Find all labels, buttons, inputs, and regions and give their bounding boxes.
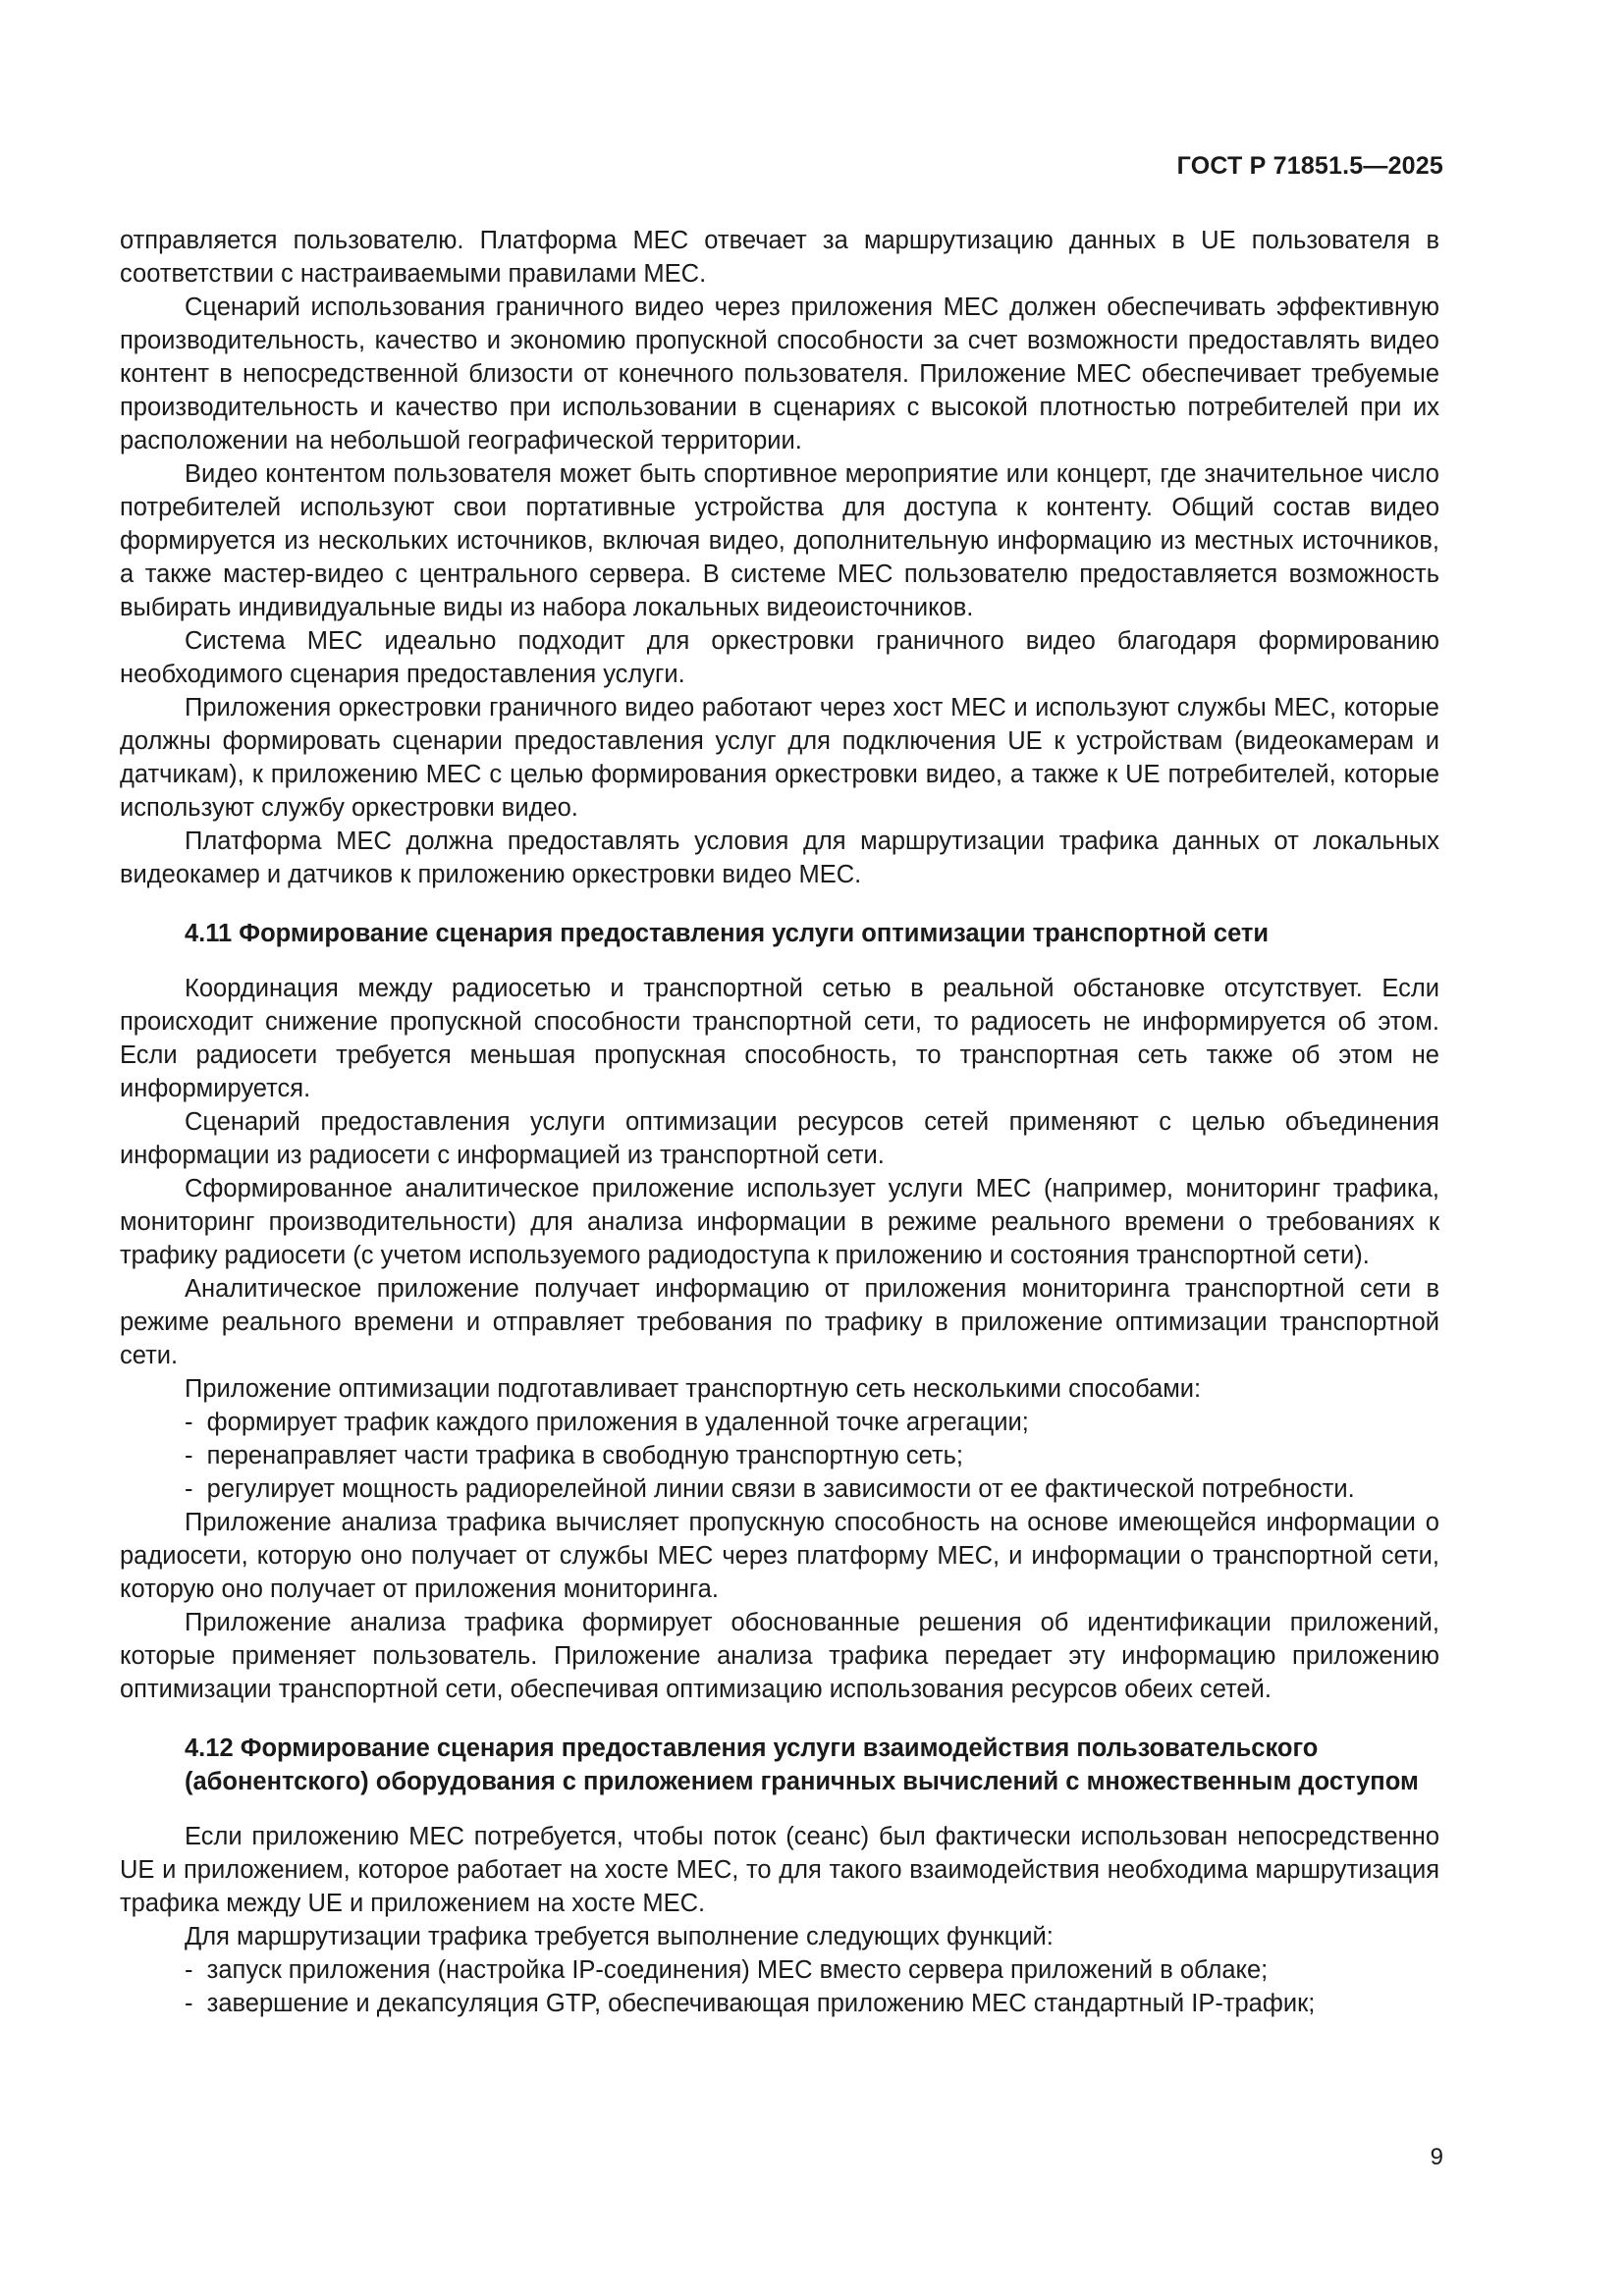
- list-item: - регулирует мощность радиорелейной линии связи в зависимости от ее фактической потребности.: [120, 1472, 1439, 1506]
- paragraph: Сформированное аналитическое приложение использует услуги MEC (например, мониторинг трафика, мониторинг производительности) для анализа информации в режиме реального времени о требованиях к трафику радиосети (с учетом используемого радиодоступа к приложению и состояния транспортной сети).: [120, 1175, 1439, 1269]
- paragraph: Для маршрутизации трафика требуется выполнение следующих функций:: [185, 1923, 1054, 1950]
- list-item: - запуск приложения (настройка IP-соединения) MEC вместо сервера приложений в облаке;: [120, 1953, 1439, 1987]
- list-item: - завершение и декапсуляция GTP, обеспечивающая приложению MEC стандартный IP-трафик;: [120, 1987, 1439, 2020]
- paragraph: Система MEC идеально подходит для оркестровки граничного видео благодаря формированию необходимого сценария предоставления услуги.: [120, 627, 1439, 688]
- section-heading: 4.12 Формирование сценария предоставления услуги взаимодействия пользовательского (абонентского) оборудования с приложением граничных вычислений с множественным доступом: [185, 1735, 1419, 1795]
- paragraph: Сценарий предоставления услуги оптимизации ресурсов сетей применяют с целью объединения информации из радиосети с информацией из транспортной сети.: [120, 1108, 1439, 1169]
- paragraph: Видео контентом пользователя может быть спортивное мероприятие или концерт, где значительное число потребителей используют свои портативные устройства для доступа к контенту. Общий состав видео формируется из нескольких источников, включая видео, дополнительную информацию из местных источников, а также мастер-видео с центрального сервера. В системе MEC пользователю предоставляется возможность выбирать индивидуальные виды из набора локальных видеоисточников.: [120, 460, 1439, 621]
- bullet-list: [120, 1953, 1439, 2020]
- paragraph: Если приложению MEC потребуется, чтобы поток (сеанс) был фактически использован непосредственно UE и приложением, которое работает на хосте MEC, то для такого взаимодействия необходима маршрутизация трафика между UE и приложением на хосте MEC.: [120, 1823, 1439, 1917]
- paragraph: Сценарий использования граничного видео через приложения MEC должен обеспечивать эффективную производительность, качество и экономию пропускной способности за счет возможности предоставлять видео контент в непосредственной близости от конечного пользователя. Приложение MEC обеспечивает требуемые производительность и качество при использовании в сценариях с высокой плотностью потребителей при их расположении на небольшой географической территории.: [120, 294, 1439, 454]
- list-item: - перенаправляет части трафика в свободную транспортную сеть;: [120, 1439, 1439, 1472]
- paragraph: Приложение анализа трафика формирует обоснованные решения об идентификации приложений, которые применяет пользователь. Приложение анализа трафика передает эту информацию приложению оптимизации транспортной сети, обеспечивая оптимизацию использования ресурсов обеих сетей.: [120, 1609, 1439, 1703]
- document-body: [120, 224, 1439, 2020]
- bullet-list: [120, 1406, 1439, 1506]
- paragraph: Приложение оптимизации подготавливает транспортную сеть несколькими способами:: [185, 1375, 1202, 1403]
- section-heading: 4.11 Формирование сценария предоставления услуги оптимизации транспортной сети: [185, 920, 1270, 947]
- page-number: 9: [1430, 2144, 1443, 2170]
- paragraph: отправляется пользователю. Платформа MEC отвечает за маршрутизацию данных в UE пользователя в соответствии с настраиваемыми правилами MEC.: [120, 227, 1439, 288]
- paragraph: Приложения оркестровки граничного видео работают через хост MEC и используют службы MEC, которые должны формировать сценарии предоставления услуг для подключения UE к устройствам (видеокамерам и датчикам), к приложению MEC с целью формирования оркестровки видео, а также к UE потребителей, которые используют службу оркестровки видео.: [120, 694, 1439, 822]
- paragraph: Приложение анализа трафика вычисляет пропускную способность на основе имеющейся информации о радиосети, которую оно получает от службы MEC через платформу MEC, и информации о транспортной сети, которую оно получает от приложения мониторинга.: [120, 1509, 1439, 1603]
- paragraph: Координация между радиосетью и транспортной сетью в реальной обстановке отсутствует. Если происходит снижение пропускной способности транспортной сети, то радиосеть не информируется об этом. Если радиосети требуется меньшая пропускная способность, то транспортная сеть также об этом не информируется.: [120, 975, 1439, 1102]
- paragraph: Аналитическое приложение получает информацию от приложения мониторинга транспортной сети в режиме реального времени и отправляет требования по трафику в приложение оптимизации транспортной сети.: [120, 1275, 1439, 1369]
- list-item: - формирует трафик каждого приложения в удаленной точке агрегации;: [120, 1406, 1439, 1439]
- document-header-standard-code: ГОСТ Р 71851.5—2025: [1176, 152, 1443, 180]
- paragraph: Платформа MEC должна предоставлять условия для маршрутизации трафика данных от локальных видеокамер и датчиков к приложению оркестровки видео MEC.: [120, 828, 1439, 888]
